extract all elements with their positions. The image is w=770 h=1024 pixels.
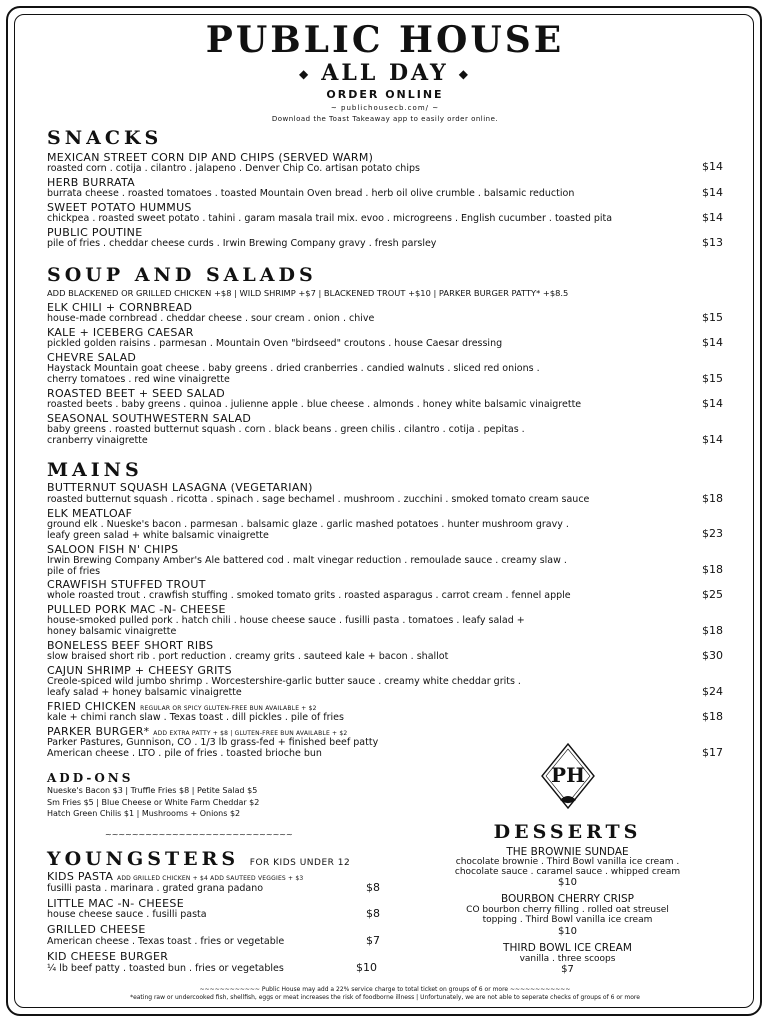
- dessert-price: $7: [561, 964, 574, 975]
- kids-item-desc: American cheese . Texas toast . fries or vegetable: [47, 936, 285, 947]
- menu-item-name: SALOON FISH N' CHIPS: [47, 543, 179, 556]
- dessert-name: THE BROWNIE SUNDAE: [506, 846, 629, 858]
- menu-item-name: PULLED PORK MAC -N- CHEESE: [47, 603, 226, 616]
- dessert-desc: vanilla . three scoops: [519, 954, 616, 964]
- menu-item-price: $18: [702, 624, 723, 637]
- kids-item-name: GRILLED CHEESE: [47, 923, 146, 936]
- dessert-desc: chocolate brownie . Third Bowl vanilla ice cream .: [455, 857, 680, 867]
- section-title-mains: MAINS: [47, 459, 143, 481]
- menu-item-desc: baby greens . roasted butternut squash . corn . black beans . green chilis . cilantro . cotija . pepitas .: [47, 424, 525, 435]
- item-option-note: ADD GRILLED CHICKEN + $4 ADD SAUTEED VEGGIES + $3: [117, 875, 304, 882]
- soup-addons-note: ADD BLACKENED OR GRILLED CHICKEN +$8 | WILD SHRIMP +$7 | BLACKENED TROUT +$10 | PARKER BURGER PATTY* +$8.5: [47, 288, 569, 298]
- svg-text:PH: PH: [551, 763, 585, 787]
- menu-item-price: $14: [702, 211, 723, 224]
- dessert-price: $10: [557, 877, 578, 888]
- addon-line: Sm Fries $5 | Blue Cheese or White Farm Cheddar $2: [47, 798, 260, 807]
- menu-item-price: $17: [702, 746, 723, 759]
- order-online-heading: ORDER ONLINE: [326, 88, 444, 101]
- menu-item-price: $14: [702, 433, 723, 446]
- menu-item-desc: Parker Pastures, Gunnison, CO . 1/3 lb grass-fed + finished beef patty: [47, 737, 379, 748]
- menu-item-desc: chickpea . roasted sweet potato . tahini . garam masala trail mix. evoo . microgreens . English cucumber . toasted pita: [47, 213, 613, 224]
- menu-item-desc-cont: honey balsamic vinaigrette: [47, 626, 177, 637]
- menu-item-desc: Creole-spiced wild jumbo shrimp . Worcestershire-garlic butter sauce . creamy white cheddar grits .: [47, 676, 521, 687]
- kids-item-price: $7: [366, 934, 380, 947]
- youngsters-title: YOUNGSTERS: [47, 848, 240, 870]
- menu-item-price: $23: [702, 527, 723, 540]
- menu-item-price: $18: [702, 492, 723, 505]
- ph-monogram-logo: [538, 742, 598, 812]
- menu-item-name: SWEET POTATO HUMMUS: [47, 201, 192, 214]
- kids-item-name: KID CHEESE BURGER: [47, 950, 169, 963]
- menu-item-price: $14: [702, 160, 723, 173]
- menu-item-name: CAJUN SHRIMP + CHEESY GRITS: [47, 664, 232, 677]
- menu-item-desc: kale + chimi ranch slaw . Texas toast . dill pickles . pile of fries: [47, 712, 344, 723]
- menu-item-desc: burrata cheese . roasted tomatoes . toasted Mountain Oven bread . herb oil olive crumble . balsamic reduction: [47, 188, 575, 199]
- section-title-youngsters: [47, 848, 350, 870]
- youngsters-subtitle: FOR KIDS UNDER 12: [249, 858, 351, 868]
- menu-item-desc-cont: leafy green salad + white balsamic vinaigrette: [47, 530, 269, 541]
- menu-subtitle: [0, 60, 770, 87]
- website-link[interactable]: ~ publichousecb.com/ ~: [330, 104, 440, 112]
- dessert-desc-cont: chocolate sauce . caramel sauce . whipped cream: [454, 867, 681, 877]
- dessert-desc: CO bourbon cherry filling . rolled oat streusel: [466, 905, 669, 915]
- menu-item-price: $30: [702, 649, 723, 662]
- menu-item-desc: roasted butternut squash . ricotta . spinach . sage bechamel . mushroom . zucchini . smoked tomato cream sauce: [47, 494, 590, 505]
- menu-item-desc: Haystack Mountain goat cheese . baby greens . dried cranberries . candied walnuts . sliced red onions .: [47, 363, 540, 374]
- menu-item-price: $14: [702, 336, 723, 349]
- kids-item-name: LITTLE MAC -N- CHEESE: [47, 897, 184, 910]
- menu-item-price: $18: [702, 563, 723, 576]
- menu-item-name: BONELESS BEEF SHORT RIBS: [47, 639, 214, 652]
- menu-item-desc-cont: cherry tomatoes . red wine vinaigrette: [47, 374, 230, 385]
- menu-item-price: $18: [702, 710, 723, 723]
- menu-item-price: $14: [702, 397, 723, 410]
- menu-item-desc: house-smoked pulled pork . hatch chili . house cheese sauce . fusilli pasta . tomatoes . leafy salad +: [47, 615, 525, 626]
- addons-title: ADD-ONS: [47, 771, 134, 785]
- menu-item-name: ELK CHILI + CORNBREAD: [47, 301, 193, 314]
- menu-item-price: $25: [702, 588, 723, 601]
- section-title-snacks: SNACKS: [47, 127, 163, 149]
- menu-item-name: ELK MEATLOAF: [47, 507, 133, 520]
- menu-item-desc: pile of fries . cheddar cheese curds . Irwin Brewing Company gravy . fresh parsley: [47, 238, 437, 249]
- menu-item-desc: Irwin Brewing Company Amber's Ale battered cod . malt vinegar reduction . remoulade sauce . creamy slaw .: [47, 555, 567, 566]
- section-title-soup-salads: SOUP AND SALADS: [47, 264, 317, 286]
- kids-item-price: $8: [366, 881, 380, 894]
- menu-item-desc: roasted beets . baby greens . quinoa . julienne apple . blue cheese . almonds . honey white balsamic vinaigrette: [47, 399, 582, 410]
- menu-item-name: CRAWFISH STUFFED TROUT: [47, 578, 206, 591]
- item-name-text: PARKER BURGER*: [47, 725, 150, 738]
- menu-item-desc-cont: American cheese . LTO . pile of fries . toasted brioche bun: [47, 748, 322, 759]
- dessert-name: BOURBON CHERRY CRISP: [501, 893, 634, 905]
- diamond-icon: ◆: [458, 67, 471, 81]
- menu-item-name: HERB BURRATA: [47, 176, 136, 189]
- menu-item-desc-cont: leafy salad + honey balsamic vinaigrette: [47, 687, 242, 698]
- menu-item-price: $14: [702, 186, 723, 199]
- dessert-name: THIRD BOWL ICE CREAM: [503, 942, 632, 954]
- menu-item-desc: roasted corn . cotija . cilantro . jalapeno . Denver Chip Co. artisan potato chips: [47, 163, 420, 174]
- menu-item-name: CHEVRE SALAD: [47, 351, 137, 364]
- addon-line: Nueske's Bacon $3 | Truffle Fries $8 | Petite Salad $5: [47, 786, 258, 795]
- menu-item-desc: whole roasted trout . crawfish stuffing . smoked tomato grits . roasted asparagus . carrot cream . fennel apple: [47, 590, 571, 601]
- kids-item-desc: house cheese sauce . fusilli pasta: [47, 909, 207, 920]
- tilde-divider: ~~~~~~~~~~~~~~~~~~~~~~~~~~~~: [105, 830, 293, 839]
- diamond-icon: ◆: [299, 67, 312, 81]
- kids-item-desc: fusilli pasta . marinara . grated grana padano: [47, 883, 264, 894]
- kids-item-price: $8: [366, 907, 380, 920]
- menu-item-name: MEXICAN STREET CORN DIP AND CHIPS (SERVED WARM): [47, 151, 374, 164]
- menu-item-desc: slow braised short rib . port reduction . creamy grits . sauteed kale + bacon . shallot: [47, 651, 449, 662]
- item-name-text: KIDS PASTA: [47, 870, 114, 883]
- item-name-text: FRIED CHICKEN: [47, 700, 137, 713]
- menu-item-desc: house-made cornbread . cheddar cheese . sour cream . onion . chive: [47, 313, 375, 324]
- logo-graphic: [538, 742, 598, 812]
- dessert-price: $10: [557, 926, 578, 937]
- kids-item-price: $10: [356, 961, 377, 974]
- menu-item-name: PUBLIC POUTINE: [47, 226, 143, 239]
- item-option-note: ADD EXTRA PATTY + $8 | GLUTEN-FREE BUN AVAILABLE + $2: [153, 730, 348, 737]
- restaurant-name: PUBLIC HOUSE: [205, 19, 565, 61]
- menu-item-price: $24: [702, 685, 723, 698]
- menu-item-desc-cont: pile of fries: [47, 566, 101, 577]
- menu-item-name: KALE + ICEBERG CAESAR: [47, 326, 194, 339]
- menu-item-desc-cont: cranberry vinaigrette: [47, 435, 148, 446]
- menu-item-name: ROASTED BEET + SEED SALAD: [47, 387, 226, 400]
- menu-item-desc: ground elk . Nueske's bacon . parmesan . balsamic glaze . garlic mashed potatoes . hunter mushroom gravy .: [47, 519, 569, 530]
- menu-item-name: SEASONAL SOUTHWESTERN SALAD: [47, 412, 252, 425]
- menu-item-price: $15: [702, 372, 723, 385]
- kids-item-desc: ¼ lb beef patty . toasted bun . fries or vegetables: [47, 963, 284, 974]
- menu-item-name: BUTTERNUT SQUASH LASAGNA (VEGETARIAN): [47, 481, 313, 494]
- item-option-note: REGULAR OR SPICY GLUTEN-FREE BUN AVAILABLE + $2: [140, 705, 317, 712]
- dessert-desc-cont: topping . Third Bowl vanilla ice cream: [482, 915, 653, 925]
- footer-disclaimer: *eating raw or undercooked fish, shellfish, eggs or meat increases the risk of foodborne illness | Unfortunately, we are not able to seperate checks of groups of 6 or more: [130, 994, 640, 1001]
- menu-item-price: $13: [702, 236, 723, 249]
- subtitle-text: ALL DAY: [321, 60, 449, 86]
- menu-item-price: $15: [702, 311, 723, 324]
- footer-service-charge: ~~~~~~~~~~~~ Public House may add a 22% service charge to total ticket on groups of 6 or more ~~~~~~~~~~~~: [199, 986, 571, 993]
- addon-line: Hatch Green Chilis $1 | Mushrooms + Onions $2: [47, 809, 241, 818]
- menu-item-desc: pickled golden raisins . parmesan . Mountain Oven "birdseed" croutons . house Caesar dressing: [47, 338, 503, 349]
- order-note: Download the Toast Takeaway app to easily order online.: [271, 115, 499, 123]
- section-title-desserts: DESSERTS: [493, 821, 642, 843]
